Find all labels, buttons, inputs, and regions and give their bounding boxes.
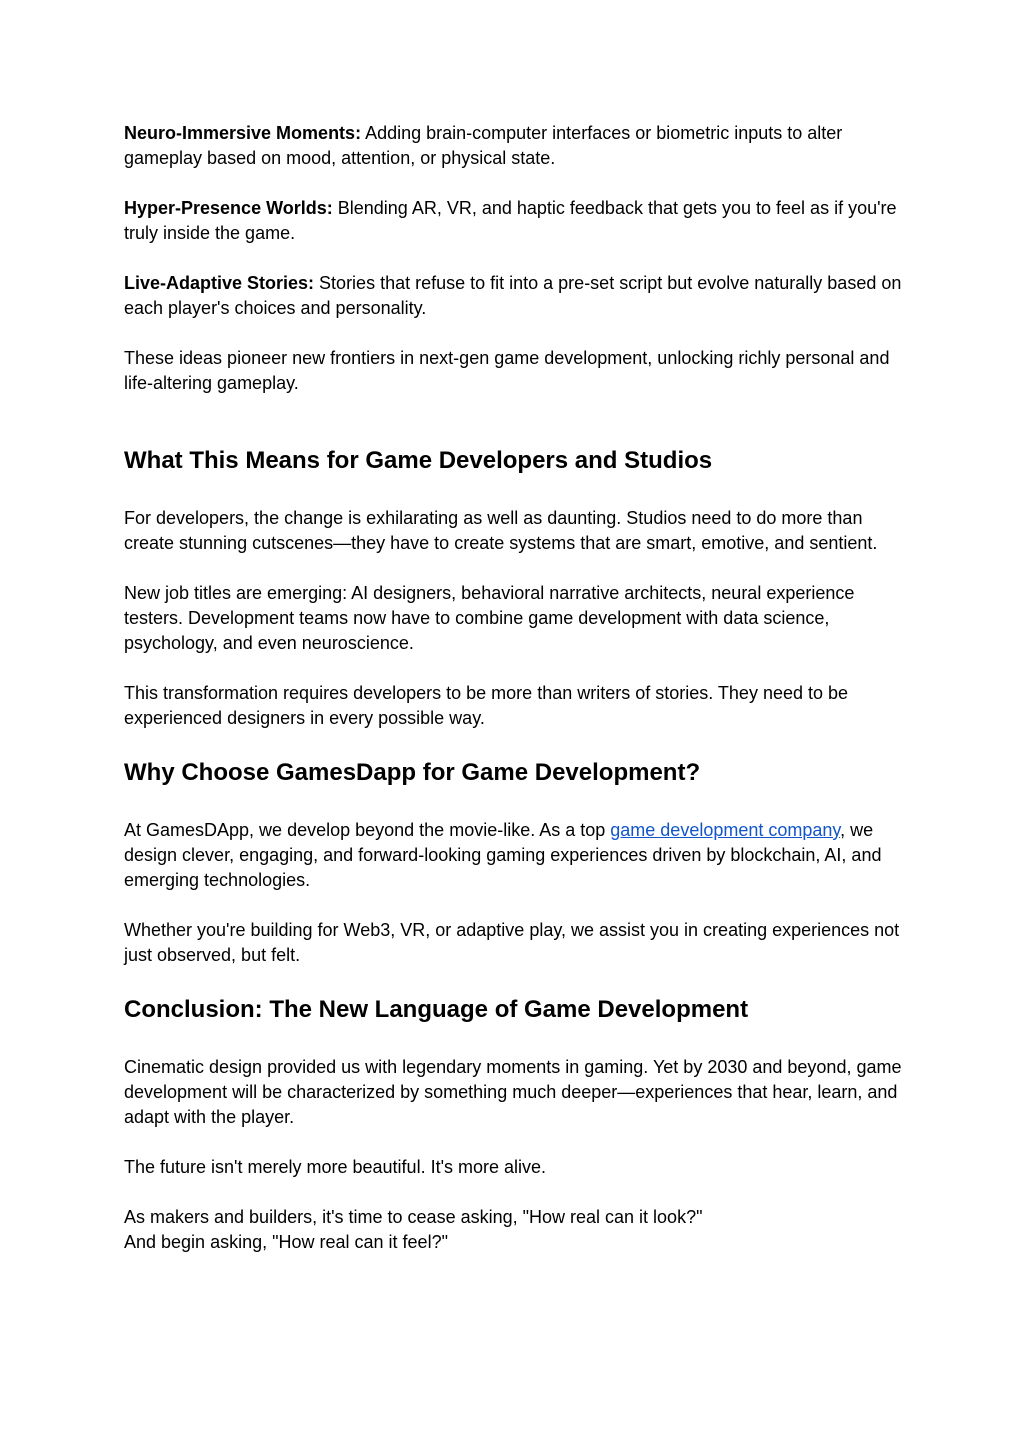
conclusion-paragraph: The future isn't merely more beautiful. It's more alive. [124,1157,547,1177]
game-development-company-link[interactable]: game development company [610,820,841,840]
developers-paragraph: This transformation requires developers to be more than writers of stories. They need to be experienced designers in every possible way. [124,683,849,728]
feature-description: Blending AR, VR, and haptic feedback that gets you to feel as if you're truly inside the game. [124,198,897,243]
heading-gamesdapp: Why Choose GamesDapp for Game Development? [124,759,701,786]
developers-paragraph: For developers, the change is exhilarating as well as daunting. Studios need to do more than create stunning cutscenes—they have to create systems that are smart, emotive, and sentient. [124,508,878,553]
heading-developers: What This Means for Game Developers and Studios [124,447,713,474]
conclusion-paragraph: Cinematic design provided us with legendary moments in gaming. Yet by 2030 and beyond, game development will be characterized by something much deeper—experiences that hear, learn, and adapt with the player. [124,1057,902,1127]
feature-term: Live-Adaptive Stories: [124,273,315,293]
feature-neuro-immersive [124,121,914,171]
document-page [124,121,914,1255]
feature-live-adaptive [124,271,914,321]
gamesdapp-text: , we design clever, engaging, and forward-looking gaming experiences driven by blockchain, AI, and emerging technologies. [124,820,882,890]
heading-conclusion: Conclusion: The New Language of Game Development [124,996,749,1023]
feature-term: Hyper-Presence Worlds: [124,198,333,218]
developers-paragraph: New job titles are emerging: AI designers, behavioral narrative architects, neural experience testers. Development teams now have to combine game development with data science, psychology, and even neuroscience. [124,583,855,653]
feature-term: Neuro-Immersive Moments: [124,123,362,143]
conclusion-line: And begin asking, "How real can it feel?" [124,1232,448,1252]
intro-summary: These ideas pioneer new frontiers in next-gen game development, unlocking richly personal and life-altering gameplay. [124,348,890,393]
gamesdapp-text: At GamesDApp, we develop beyond the movie-like. As a top [124,820,611,840]
conclusion-line: As makers and builders, it's time to cease asking, "How real can it look?" [124,1207,703,1227]
feature-description: Adding brain-computer interfaces or biometric inputs to alter gameplay based on mood, attention, or physical state. [124,123,843,168]
conclusion-paragraph [124,1205,914,1255]
feature-description: Stories that refuse to fit into a pre-set script but evolve naturally based on each player's choices and personality. [124,273,902,318]
feature-hyper-presence [124,196,914,246]
gamesdapp-paragraph [124,818,914,893]
gamesdapp-paragraph: Whether you're building for Web3, VR, or adaptive play, we assist you in creating experiences not just observed, but felt. [124,920,900,965]
